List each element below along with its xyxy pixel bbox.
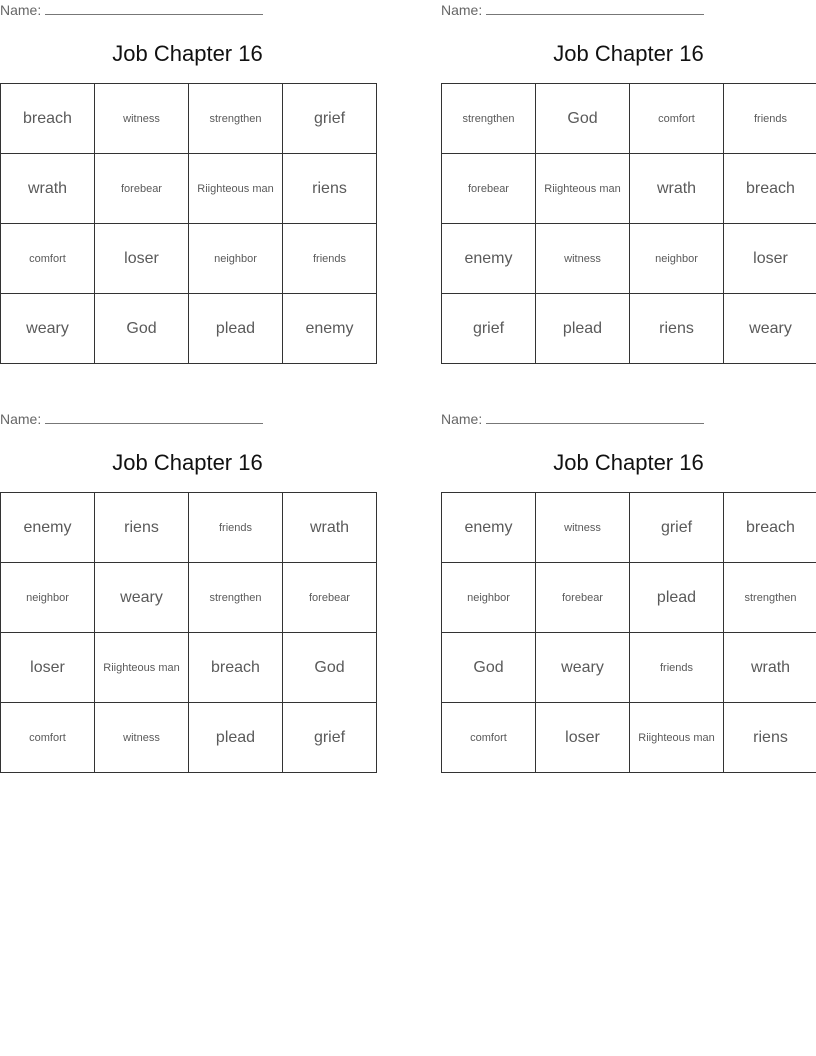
bingo-cell[interactable]: breach bbox=[1, 84, 95, 154]
name-field[interactable] bbox=[0, 411, 263, 428]
bingo-cell[interactable]: comfort bbox=[1, 703, 95, 773]
bingo-cell[interactable]: neighbor bbox=[189, 224, 283, 294]
bingo-cell[interactable]: witness bbox=[536, 224, 630, 294]
bingo-cell[interactable]: wrath bbox=[630, 154, 724, 224]
bingo-cell[interactable]: witness bbox=[95, 84, 189, 154]
bingo-cell[interactable]: breach bbox=[724, 493, 816, 563]
bingo-cell[interactable]: forebear bbox=[283, 563, 377, 633]
bingo-grid bbox=[441, 83, 816, 364]
bingo-cell[interactable]: riens bbox=[283, 154, 377, 224]
bingo-cell[interactable]: weary bbox=[536, 633, 630, 703]
bingo-card-1 bbox=[0, 0, 375, 364]
grid-row bbox=[1, 224, 377, 294]
bingo-cell[interactable]: Riighteous man bbox=[630, 703, 724, 773]
bingo-cell[interactable]: God bbox=[95, 294, 189, 364]
bingo-cell[interactable]: friends bbox=[724, 84, 816, 154]
bingo-cell[interactable]: plead bbox=[189, 703, 283, 773]
bingo-cell[interactable]: forebear bbox=[536, 563, 630, 633]
bingo-cell[interactable]: witness bbox=[95, 703, 189, 773]
grid-row bbox=[442, 563, 816, 633]
bingo-cell[interactable]: friends bbox=[283, 224, 377, 294]
bingo-cell[interactable]: strengthen bbox=[724, 563, 816, 633]
bingo-cell[interactable]: comfort bbox=[442, 703, 536, 773]
bingo-cell[interactable]: breach bbox=[724, 154, 816, 224]
grid-row bbox=[442, 224, 816, 294]
bingo-cell[interactable]: forebear bbox=[95, 154, 189, 224]
name-field[interactable] bbox=[441, 2, 704, 19]
bingo-cell[interactable]: friends bbox=[630, 633, 724, 703]
bingo-cell[interactable]: forebear bbox=[442, 154, 536, 224]
card-title: Job Chapter 16 bbox=[553, 450, 704, 475]
bingo-cell[interactable]: riens bbox=[95, 493, 189, 563]
bingo-cell[interactable]: neighbor bbox=[442, 563, 536, 633]
bingo-cell[interactable]: grief bbox=[283, 703, 377, 773]
bingo-cell[interactable]: strengthen bbox=[189, 563, 283, 633]
grid-row bbox=[1, 294, 377, 364]
bingo-cell[interactable]: loser bbox=[724, 224, 816, 294]
grid-row bbox=[1, 493, 377, 563]
bingo-cell[interactable]: riens bbox=[724, 703, 816, 773]
bingo-cell[interactable]: Riighteous man bbox=[189, 154, 283, 224]
bingo-cell[interactable]: grief bbox=[630, 493, 724, 563]
grid-row bbox=[1, 84, 377, 154]
grid-row bbox=[442, 703, 816, 773]
name-label: Name: bbox=[0, 2, 42, 18]
bingo-cell[interactable]: plead bbox=[536, 294, 630, 364]
bingo-cell[interactable]: loser bbox=[536, 703, 630, 773]
bingo-card-4 bbox=[441, 409, 816, 773]
bingo-cell[interactable]: loser bbox=[1, 633, 95, 703]
bingo-cell[interactable]: neighbor bbox=[1, 563, 95, 633]
bingo-cell[interactable]: weary bbox=[95, 563, 189, 633]
name-blank-line[interactable] bbox=[45, 3, 263, 15]
bingo-card-2 bbox=[441, 0, 816, 364]
bingo-cell[interactable]: wrath bbox=[1, 154, 95, 224]
grid-row bbox=[442, 84, 816, 154]
name-blank-line[interactable] bbox=[486, 3, 704, 15]
bingo-cell[interactable]: breach bbox=[189, 633, 283, 703]
card-title: Job Chapter 16 bbox=[553, 41, 704, 66]
bingo-cell[interactable]: Riighteous man bbox=[95, 633, 189, 703]
bingo-cell[interactable]: God bbox=[283, 633, 377, 703]
bingo-grid bbox=[0, 83, 377, 364]
bingo-cell[interactable]: enemy bbox=[1, 493, 95, 563]
bingo-cell[interactable]: weary bbox=[724, 294, 816, 364]
grid-row bbox=[1, 633, 377, 703]
grid-row bbox=[1, 703, 377, 773]
bingo-cell[interactable]: enemy bbox=[283, 294, 377, 364]
name-blank-line[interactable] bbox=[486, 412, 704, 424]
bingo-cell[interactable]: strengthen bbox=[442, 84, 536, 154]
card-title: Job Chapter 16 bbox=[112, 450, 263, 475]
bingo-cell[interactable]: grief bbox=[283, 84, 377, 154]
bingo-cell[interactable]: comfort bbox=[630, 84, 724, 154]
bingo-cell[interactable]: grief bbox=[442, 294, 536, 364]
bingo-cell[interactable]: wrath bbox=[283, 493, 377, 563]
bingo-cell[interactable]: enemy bbox=[442, 493, 536, 563]
bingo-cell[interactable]: neighbor bbox=[630, 224, 724, 294]
bingo-card-3 bbox=[0, 409, 375, 773]
name-label: Name: bbox=[441, 2, 483, 18]
bingo-cell[interactable]: strengthen bbox=[189, 84, 283, 154]
bingo-cell[interactable]: witness bbox=[536, 493, 630, 563]
grid-row bbox=[1, 563, 377, 633]
grid-row bbox=[1, 154, 377, 224]
bingo-cell[interactable]: wrath bbox=[724, 633, 816, 703]
bingo-cell[interactable]: loser bbox=[95, 224, 189, 294]
bingo-grid bbox=[0, 492, 377, 773]
bingo-grid bbox=[441, 492, 816, 773]
grid-row bbox=[442, 154, 816, 224]
bingo-cell[interactable]: Riighteous man bbox=[536, 154, 630, 224]
bingo-cell[interactable]: friends bbox=[189, 493, 283, 563]
bingo-cell[interactable]: God bbox=[536, 84, 630, 154]
name-field[interactable] bbox=[441, 411, 704, 428]
grid-row bbox=[442, 493, 816, 563]
name-label: Name: bbox=[441, 411, 483, 427]
bingo-cell[interactable]: plead bbox=[189, 294, 283, 364]
name-field[interactable] bbox=[0, 2, 263, 19]
card-title: Job Chapter 16 bbox=[112, 41, 263, 66]
grid-row bbox=[442, 633, 816, 703]
bingo-cell[interactable]: weary bbox=[1, 294, 95, 364]
bingo-cell[interactable]: enemy bbox=[442, 224, 536, 294]
bingo-cell[interactable]: plead bbox=[630, 563, 724, 633]
grid-row bbox=[442, 294, 816, 364]
bingo-cell[interactable]: comfort bbox=[1, 224, 95, 294]
bingo-cell[interactable]: riens bbox=[630, 294, 724, 364]
name-label: Name: bbox=[0, 411, 42, 427]
name-blank-line[interactable] bbox=[45, 412, 263, 424]
bingo-cell[interactable]: God bbox=[442, 633, 536, 703]
